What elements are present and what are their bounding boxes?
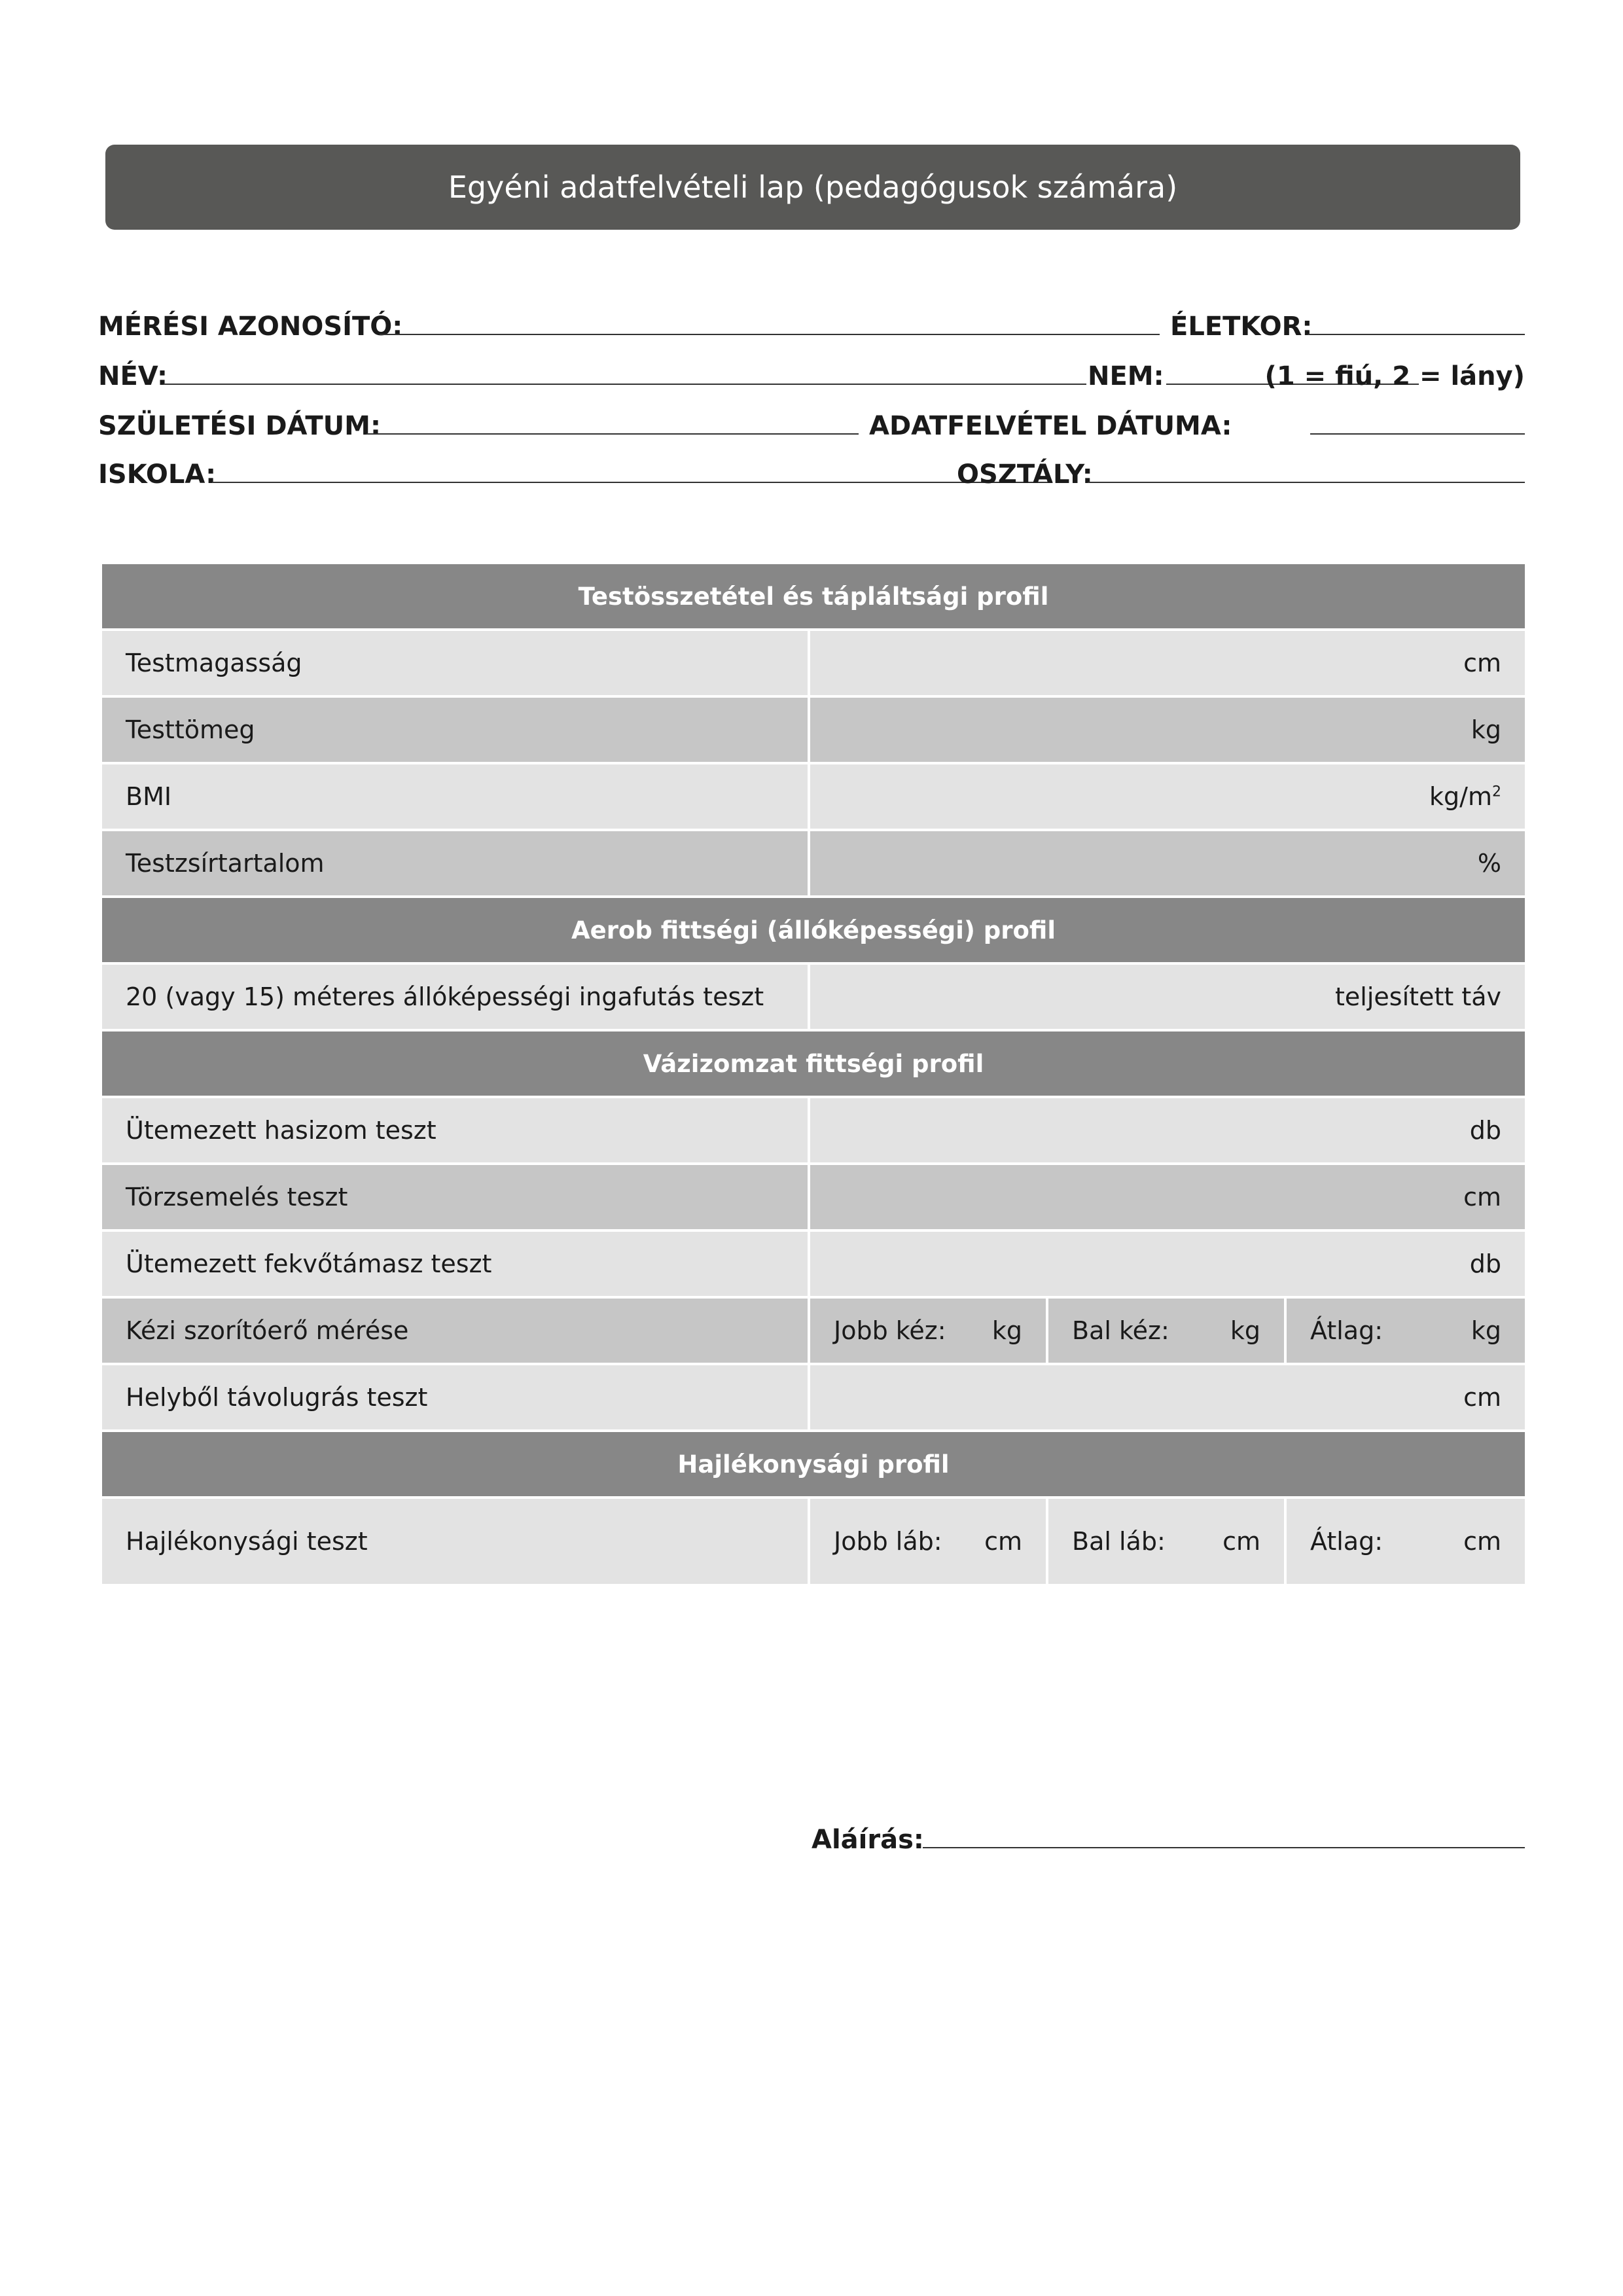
table-row [101,963,1526,1030]
signature-row [812,1813,1525,1859]
iskola-field[interactable] [212,482,1052,483]
meresi-azonosito-label: MÉRÉSI AZONOSÍTÓ: [98,312,403,342]
row-label: Testzsírtartalom [101,830,809,897]
table-row [101,1498,1526,1585]
unit: cm [1463,1183,1501,1211]
unit-superscript: 2 [1492,783,1501,800]
unit: % [1477,849,1501,878]
nem-note: (1 = fiú, 2 = lány) [1264,361,1525,391]
shuttle-input[interactable] [809,963,1526,1030]
sitreach-left-input[interactable] [1047,1498,1285,1585]
row-label: Helyből távolugrás teszt [101,1364,809,1431]
table-row [101,830,1526,897]
page-title: Egyéni adatfelvételi lap (pedagógusok számára) [105,145,1520,230]
adatfelvetel-datuma-field[interactable] [1310,433,1525,435]
info-row-2 [98,350,1525,395]
grip-avg-input[interactable] [1285,1297,1526,1364]
szuletesi-datum-field[interactable] [366,433,859,435]
unit: cm [984,1527,1022,1556]
section-skeletal: Vázizomzat fittségi profil [101,1030,1526,1097]
row-label: Hajlékonysági teszt [101,1498,809,1585]
weight-input[interactable] [809,696,1526,763]
meresi-azonosito-field[interactable] [380,334,1160,335]
row-label: Testtömeg [101,696,809,763]
nev-label: NÉV: [98,361,168,391]
eletkor-label: ÉLETKOR: [1170,312,1313,342]
eletkor-field[interactable] [1308,334,1525,335]
table-row [101,1230,1526,1297]
measurement-table [99,562,1527,1587]
sitreach-right-input[interactable] [809,1498,1047,1585]
sub-label: Bal kéz: [1072,1316,1169,1345]
row-label: Ütemezett fekvőtámasz teszt [101,1230,809,1297]
grip-left-input[interactable] [1047,1297,1285,1364]
nev-field[interactable] [164,384,1086,385]
section-body-composition: Testösszetétel és tápláltsági profil [101,563,1526,630]
height-input[interactable] [809,630,1526,696]
sub-label: Átlag: [1310,1527,1383,1556]
table-row [101,1097,1526,1164]
iskola-label: ISKOLA: [98,459,217,490]
table-row [101,696,1526,763]
pushup-input[interactable] [809,1230,1526,1297]
unit: db [1469,1249,1501,1278]
section-aerob: Aerob fittségi (állóképességi) profil [101,897,1526,963]
jump-input[interactable] [809,1364,1526,1431]
unit: kg [1471,715,1501,744]
row-label: Törzsemelés teszt [101,1164,809,1230]
row-label: Testmagasság [101,630,809,696]
row-label: Kézi szorítóerő mérése [101,1297,809,1364]
unit: cm [1222,1527,1260,1556]
osztaly-label: OSZTÁLY: [957,459,1093,490]
unit: kg [1471,1316,1501,1345]
unit: kg [991,1316,1022,1345]
sub-label: Bal láb: [1072,1527,1166,1556]
table-row [101,1364,1526,1431]
grip-right-input[interactable] [809,1297,1047,1364]
unit: teljesített táv [1335,982,1501,1011]
signature-field[interactable] [923,1847,1525,1848]
nem-label: NEM: [1088,361,1164,391]
sub-label: Jobb láb: [834,1527,942,1556]
row-label: BMI [101,763,809,830]
row-label: 20 (vagy 15) méteres állóképességi ingafutás teszt [101,963,809,1030]
bmi-input[interactable] [809,763,1526,830]
info-row-1 [98,300,1525,346]
table-row [101,630,1526,696]
table-row [101,1164,1526,1230]
osztaly-field[interactable] [1088,482,1525,483]
unit: cm [1463,649,1501,677]
sub-label: Jobb kéz: [834,1316,946,1345]
table-row [101,763,1526,830]
sitreach-avg-input[interactable] [1285,1498,1526,1585]
section-flexibility: Hajlékonysági profil [101,1431,1526,1498]
row-label: Ütemezett hasizom teszt [101,1097,809,1164]
unit: kg/m [1429,782,1492,811]
table-row [101,1297,1526,1364]
signature-label: Aláírás: [812,1825,924,1855]
unit: cm [1463,1383,1501,1412]
fat-input[interactable] [809,830,1526,897]
sub-label: Átlag: [1310,1316,1383,1345]
unit: db [1469,1116,1501,1145]
unit: kg [1230,1316,1260,1345]
unit: cm [1463,1527,1501,1556]
info-row-4 [98,448,1525,493]
adatfelvetel-datuma-label: ADATFELVÉTEL DÁTUMA: [869,411,1232,441]
szuletesi-datum-label: SZÜLETÉSI DÁTUM: [98,411,381,441]
info-row-3 [98,399,1525,445]
curl-input[interactable] [809,1097,1526,1164]
trunk-input[interactable] [809,1164,1526,1230]
